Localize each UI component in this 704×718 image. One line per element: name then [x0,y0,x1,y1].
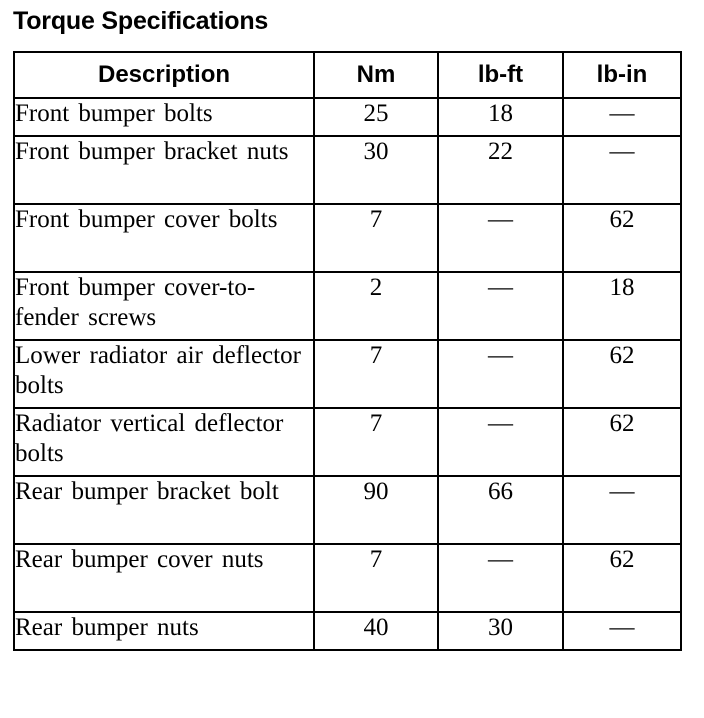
lb-in-cell: 62 [563,544,681,612]
lb-ft-cell: — [438,272,563,340]
description-cell: Lower radiator air deflector bolts [14,340,314,408]
lb-in-cell: 18 [563,272,681,340]
lb-in-cell: — [563,476,681,544]
description-cell: Front bumper cover-to-fender screws [14,272,314,340]
nm-cell: 90 [314,476,438,544]
lb-in-cell: — [563,136,681,204]
table-row [14,98,681,136]
lb-in-cell: 62 [563,340,681,408]
table-row [14,340,681,408]
table-row [14,408,681,476]
description-cell: Front bumper cover bolts [14,204,314,272]
column-header-nm: Nm [314,52,438,98]
table-row [14,544,681,612]
nm-cell: 2 [314,272,438,340]
nm-cell: 7 [314,544,438,612]
lb-in-cell: 62 [563,408,681,476]
table-row [14,136,681,204]
description-cell: Front bumper bolts [14,98,314,136]
lb-in-cell: 62 [563,204,681,272]
lb-ft-cell: 22 [438,136,563,204]
nm-cell: 7 [314,204,438,272]
description-cell: Rear bumper bracket bolt [14,476,314,544]
description-cell: Radiator vertical deflector bolts [14,408,314,476]
nm-cell: 7 [314,340,438,408]
lb-ft-cell: 66 [438,476,563,544]
table-row [14,204,681,272]
nm-cell: 25 [314,98,438,136]
nm-cell: 30 [314,136,438,204]
column-header-lb-ft: lb-ft [438,52,563,98]
page-title: Torque Specifications [13,7,269,35]
column-header-lb-in: lb-in [563,52,681,98]
lb-ft-cell: — [438,204,563,272]
lb-in-cell: — [563,612,681,650]
lb-ft-cell: — [438,408,563,476]
lb-ft-cell: — [438,340,563,408]
lb-ft-cell: 30 [438,612,563,650]
column-header-description: Description [14,52,314,98]
description-cell: Front bumper bracket nuts [14,136,314,204]
table-header-row [14,52,681,98]
table-row [14,612,681,650]
table-row [14,476,681,544]
nm-cell: 40 [314,612,438,650]
lb-ft-cell: 18 [438,98,563,136]
description-cell: Rear bumper cover nuts [14,544,314,612]
lb-ft-cell: — [438,544,563,612]
description-cell: Rear bumper nuts [14,612,314,650]
table-row [14,272,681,340]
lb-in-cell: — [563,98,681,136]
nm-cell: 7 [314,408,438,476]
torque-spec-table [13,51,682,651]
